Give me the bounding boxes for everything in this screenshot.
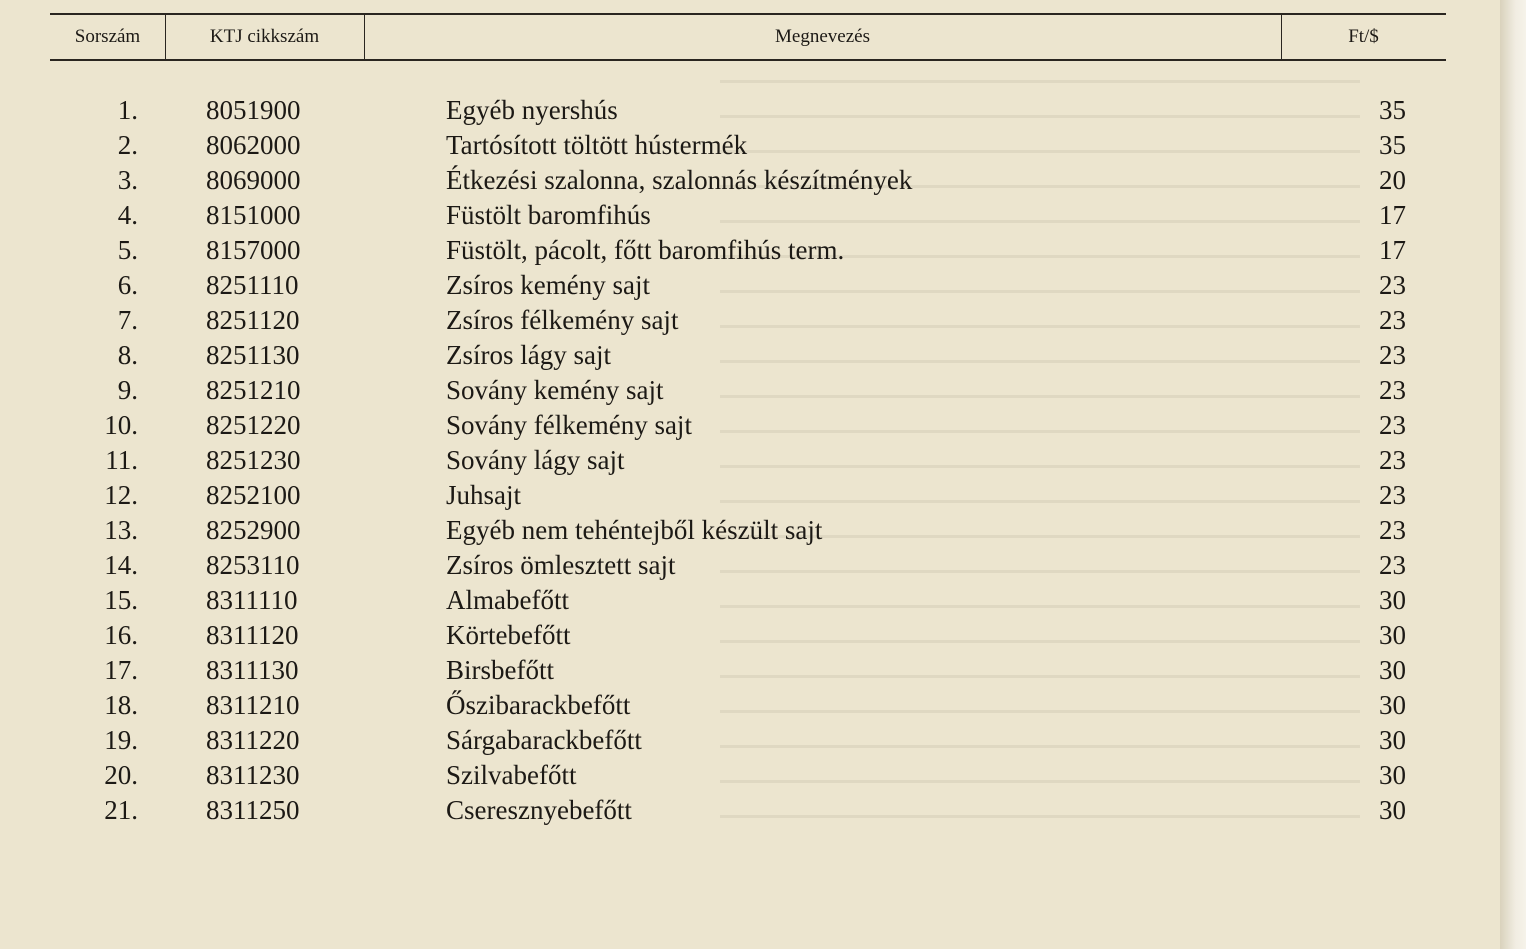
table-body	[0, 93, 1500, 828]
table-row	[0, 233, 1500, 268]
row-price: 30	[1379, 585, 1406, 615]
row-number: 15.	[104, 585, 138, 615]
row-price: 17	[1379, 235, 1406, 265]
row-name: Szilvabefőtt	[446, 760, 577, 790]
row-name: Tartósított töltött hústermék	[446, 130, 748, 160]
header-ft-per-dollar: Ft/$	[1348, 26, 1379, 47]
row-name: Zsíros kemény sajt	[446, 270, 650, 300]
table-row	[0, 723, 1500, 758]
row-price: 35	[1379, 95, 1406, 125]
row-number: 5.	[117, 235, 138, 265]
row-name: Sovány kemény sajt	[446, 375, 664, 405]
table-row	[0, 198, 1500, 233]
row-price: 20	[1379, 165, 1406, 195]
table-row	[0, 408, 1500, 443]
row-ktj-code: 8062000	[206, 130, 301, 160]
table-row	[0, 793, 1500, 828]
row-number: 10.	[104, 410, 138, 440]
row-ktj-code: 8251130	[206, 340, 300, 370]
row-ktj-code: 8252900	[206, 515, 301, 545]
row-name: Sárgabarackbefőtt	[446, 725, 642, 755]
row-name: Őszibarackbefőtt	[446, 690, 631, 720]
row-number: 9.	[117, 375, 138, 405]
table-row	[0, 513, 1500, 548]
row-price: 30	[1379, 690, 1406, 720]
row-number: 19.	[104, 725, 138, 755]
row-ktj-code: 8311230	[206, 760, 300, 790]
row-ktj-code: 8311110	[206, 585, 298, 615]
row-price: 23	[1379, 270, 1406, 300]
row-price: 30	[1379, 795, 1406, 825]
row-number: 8.	[117, 340, 138, 370]
row-price: 23	[1379, 515, 1406, 545]
row-price: 23	[1379, 375, 1406, 405]
row-number: 18.	[104, 690, 138, 720]
table-header	[50, 13, 1446, 61]
table-row	[0, 373, 1500, 408]
row-number: 4.	[117, 200, 138, 230]
row-ktj-code: 8251210	[206, 375, 301, 405]
row-name: Egyéb nem tehéntejből készült sajt	[446, 515, 823, 545]
row-ktj-code: 8311120	[206, 620, 299, 650]
row-name: Zsíros ömlesztett sajt	[446, 550, 676, 580]
table-row	[0, 618, 1500, 653]
row-name: Almabefőtt	[446, 585, 569, 615]
row-name: Körtebefőtt	[446, 620, 571, 650]
row-ktj-code: 8311210	[206, 690, 300, 720]
row-number: 13.	[104, 515, 138, 545]
page-edge	[1500, 0, 1526, 949]
table-row	[0, 758, 1500, 793]
row-ktj-code: 8253110	[206, 550, 300, 580]
header-megnevezes: Megnevezés	[364, 15, 1282, 59]
table-row	[0, 548, 1500, 583]
table-row	[0, 653, 1500, 688]
table-row	[0, 303, 1500, 338]
row-price: 30	[1379, 620, 1406, 650]
table-row	[0, 443, 1500, 478]
row-price: 23	[1379, 340, 1406, 370]
row-name: Sovány félkemény sajt	[446, 410, 692, 440]
row-name: Étkezési szalonna, szalonnás készítmények	[446, 165, 913, 195]
row-price: 30	[1379, 655, 1406, 685]
row-number: 2.	[117, 130, 138, 160]
row-price: 23	[1379, 480, 1406, 510]
row-ktj-code: 8311130	[206, 655, 299, 685]
row-name: Sovány lágy sajt	[446, 445, 625, 475]
row-name: Füstölt, pácolt, főtt baromfihús term.	[446, 235, 845, 265]
row-name: Juhsajt	[446, 480, 522, 510]
table-row	[0, 93, 1500, 128]
row-ktj-code: 8069000	[206, 165, 301, 195]
table-row	[0, 268, 1500, 303]
row-ktj-code: 8251230	[206, 445, 301, 475]
row-price: 23	[1379, 445, 1406, 475]
table-row	[0, 583, 1500, 618]
header-sorszam: Sorszám	[50, 15, 166, 59]
row-price: 35	[1379, 130, 1406, 160]
row-number: 14.	[104, 550, 138, 580]
table-row	[0, 163, 1500, 198]
row-price: 23	[1379, 410, 1406, 440]
table-row	[0, 688, 1500, 723]
row-price: 30	[1379, 760, 1406, 790]
row-ktj-code: 8251120	[206, 305, 300, 335]
row-number: 17.	[104, 655, 138, 685]
row-number: 1.	[117, 95, 138, 125]
row-number: 20.	[104, 760, 138, 790]
row-ktj-code: 8157000	[206, 235, 301, 265]
row-price: 23	[1379, 550, 1406, 580]
row-number: 16.	[104, 620, 138, 650]
row-ktj-code: 8311220	[206, 725, 300, 755]
row-ktj-code: 8251220	[206, 410, 301, 440]
row-name: Füstölt baromfihús	[446, 200, 651, 230]
table-row	[0, 128, 1500, 163]
row-name: Zsíros félkemény sajt	[446, 305, 679, 335]
row-name: Zsíros lágy sajt	[446, 340, 611, 370]
row-number: 6.	[117, 270, 138, 300]
table-row	[0, 478, 1500, 513]
row-ktj-code: 8311250	[206, 795, 300, 825]
row-ktj-code: 8051900	[206, 95, 301, 125]
row-name: Egyéb nyershús	[446, 95, 618, 125]
row-price: 30	[1379, 725, 1406, 755]
row-ktj-code: 8251110	[206, 270, 299, 300]
header-ktj-cikkszam: KTJ cikkszám	[165, 15, 365, 59]
table-row	[0, 338, 1500, 373]
row-name: Cseresznyebefőtt	[446, 795, 632, 825]
row-ktj-code: 8252100	[206, 480, 301, 510]
row-number: 7.	[117, 305, 138, 335]
row-price: 17	[1379, 200, 1406, 230]
row-name: Birsbefőtt	[446, 655, 554, 685]
row-ktj-code: 8151000	[206, 200, 301, 230]
row-number: 11.	[105, 445, 138, 475]
row-number: 3.	[117, 165, 138, 195]
row-price: 23	[1379, 305, 1406, 335]
row-number: 12.	[104, 480, 138, 510]
row-number: 21.	[104, 795, 138, 825]
